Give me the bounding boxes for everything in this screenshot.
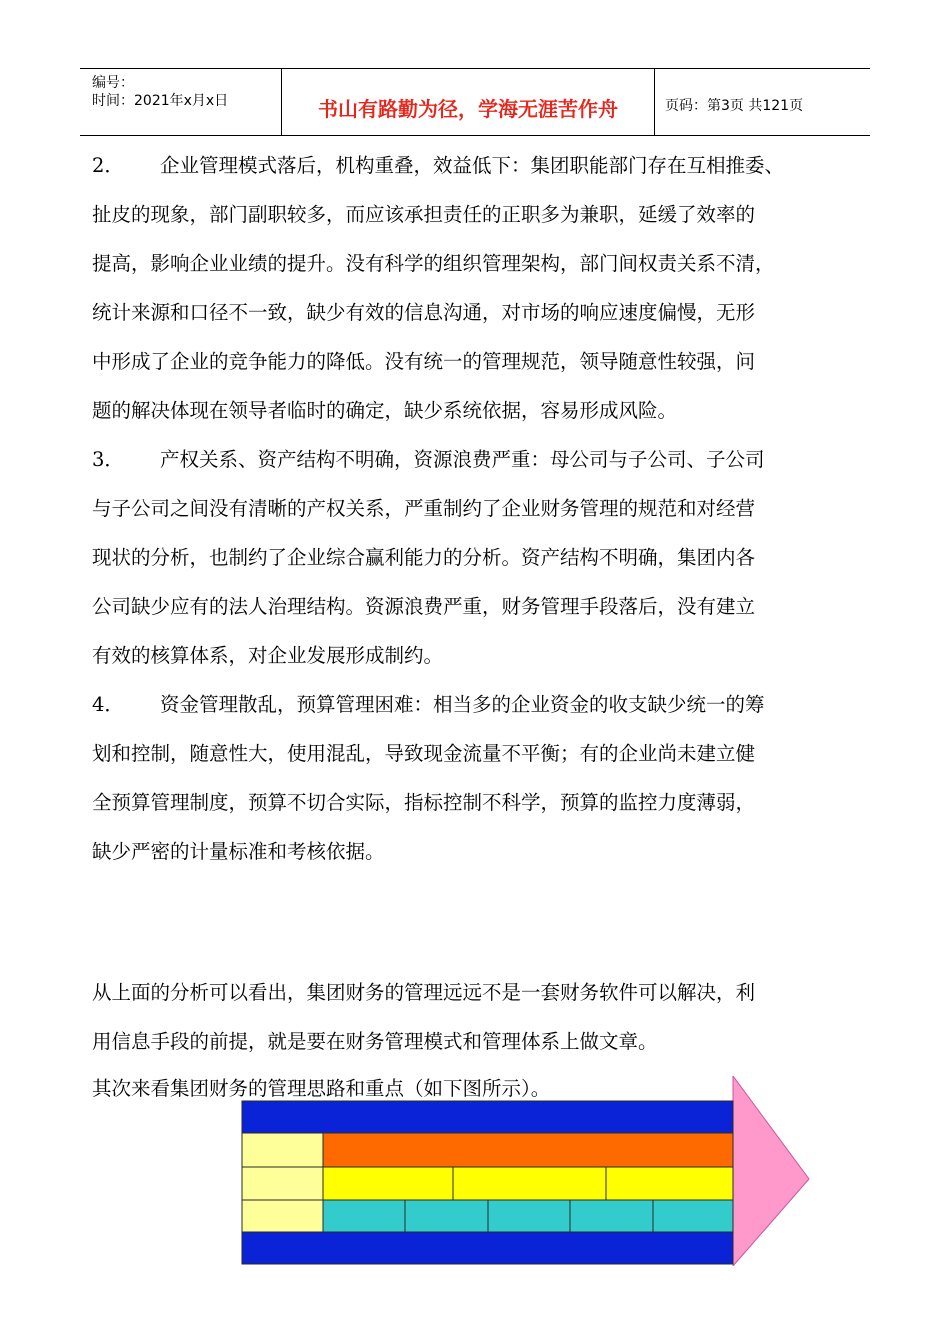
paragraph-line: 公司缺少应有的法人治理结构。资源浪费严重，财务管理手段落后，没有建立 xyxy=(92,595,756,618)
yellow-cell xyxy=(453,1167,606,1200)
conclusion-line: 用信息手段的前提，就是要在财务管理模式和管理体系上做文章。 xyxy=(92,1030,658,1053)
conclusion-block xyxy=(92,968,872,1066)
teal-cell xyxy=(653,1200,733,1232)
paragraph-line: 划和控制，随意性大，使用混乱，导致现金流量不平衡；有的企业尚未建立健 xyxy=(92,742,756,765)
paragraph-line: 扯皮的现象，部门副职较多，而应该承担责任的正职多为兼职，延缓了效率的 xyxy=(92,203,756,226)
conclusion-line: 从上面的分析可以看出，集团财务的管理远远不是一套财务软件可以解决，利 xyxy=(92,981,756,1004)
paragraph-number: 3． xyxy=(92,448,124,471)
yellow-cell xyxy=(323,1167,453,1200)
paragraph-number: 2． xyxy=(92,154,124,177)
paragraph-line: 全预算管理制度，预算不切合实际，指标控制不科学，预算的监控力度薄弱， xyxy=(92,791,756,814)
yellow-cell xyxy=(606,1167,733,1200)
teal-cell xyxy=(323,1200,405,1232)
paragraph-line: 现状的分析，也制约了企业综合赢利能力的分析。资产结构不明确，集团内各 xyxy=(92,546,756,569)
teal-cell xyxy=(488,1200,570,1232)
top-band xyxy=(242,1101,733,1133)
orange-band xyxy=(323,1133,733,1167)
diagram-canvas xyxy=(240,1076,810,1266)
numbered-paragraph xyxy=(92,680,872,876)
document-date-label: 时间：2021年x月x日 xyxy=(92,93,229,109)
management-approach-diagram xyxy=(240,1076,810,1266)
header-motto: 书山有路勤为径，学海无涯苦作舟 xyxy=(318,97,618,121)
paragraph-line: 与子公司之间没有清晰的产权关系，严重制约了企业财务管理的规范和对经营 xyxy=(92,497,756,520)
header-meta-cell xyxy=(80,69,281,135)
paragraph-line: 统计来源和口径不一致，缺少有效的信息沟通，对市场的响应速度偏慢，无形 xyxy=(92,301,756,324)
left-cell xyxy=(242,1167,323,1200)
document-number-label: 编号： xyxy=(92,75,134,91)
page-header xyxy=(80,68,870,136)
paragraph-line: 提高，影响企业业绩的提升。没有科学的组织管理架构，部门间权责关系不清， xyxy=(92,252,775,275)
conclusion-line: 其次来看集团财务的管理思路和重点（如下图所示）。 xyxy=(92,1077,551,1100)
header-page-cell xyxy=(655,69,870,135)
paragraph-line: 4． 资金管理散乱，预算管理困难：相当多的企业资金的收支缺少统一的筹 xyxy=(92,680,872,729)
paragraph-line: 中形成了企业的竞争能力的降低。没有统一的管理规范，领导随意性较强，问 xyxy=(92,350,756,373)
paragraph-line: 3． 产权关系、资产结构不明确，资源浪费严重：母公司与子公司、子公司 xyxy=(92,435,872,484)
arrow-head-shape xyxy=(733,1076,809,1266)
paragraph-number: 4． xyxy=(92,693,124,716)
header-motto-cell xyxy=(281,69,655,135)
left-cell xyxy=(242,1200,323,1232)
paragraph-line: 题的解决体现在领导者临时的确定，缺少系统依据，容易形成风险。 xyxy=(92,399,678,422)
teal-cell xyxy=(405,1200,488,1232)
teal-cell xyxy=(570,1200,653,1232)
page-number-info: 页码：第3页 共121页 xyxy=(665,98,804,114)
bottom-band xyxy=(242,1232,733,1264)
left-cell xyxy=(242,1133,323,1167)
numbered-paragraph xyxy=(92,141,872,435)
numbered-paragraph xyxy=(92,435,872,680)
document-body xyxy=(92,141,872,876)
paragraph-line: 缺少严密的计量标准和考核依据。 xyxy=(92,840,385,863)
paragraph-line: 2． 企业管理模式落后，机构重叠，效益低下：集团职能部门存在互相推委、 xyxy=(92,141,872,190)
paragraph-line: 有效的核算体系，对企业发展形成制约。 xyxy=(92,644,444,667)
